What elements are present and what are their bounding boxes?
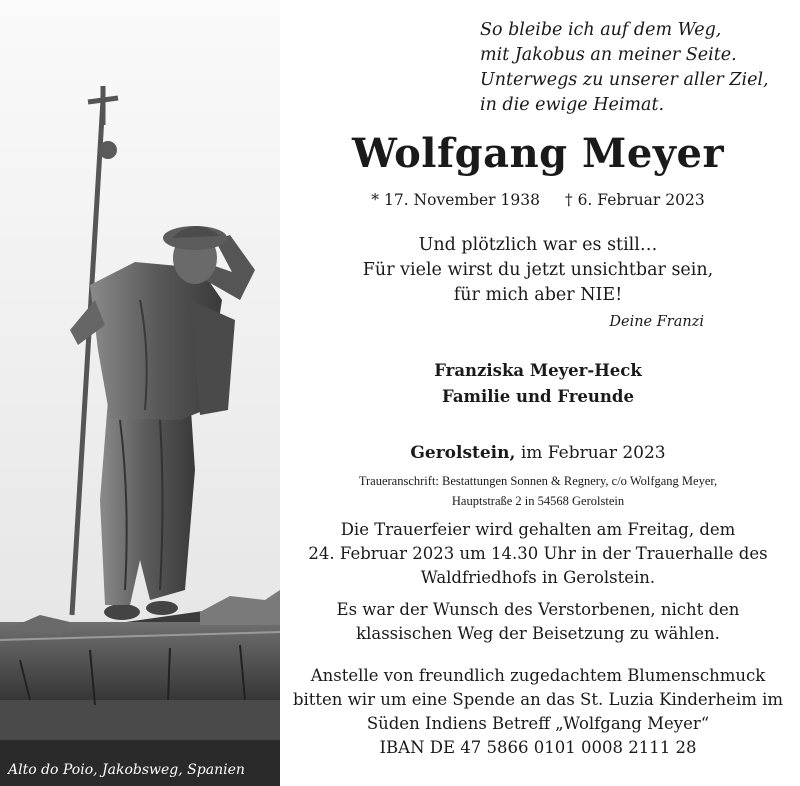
donation-line: Süden Indiens Betreff „Wolfgang Meyer“ — [366, 714, 710, 733]
deceased-name: Wolfgang Meyer — [351, 130, 725, 177]
obituary-text — [288, 0, 800, 786]
verse-line: Für viele wirst du jetzt unsichtbar sein, — [362, 260, 714, 280]
poem-line: mit Jakobus an meiner Seite. — [480, 45, 737, 65]
donation-iban: IBAN DE 47 5866 0101 0008 2111 28 — [379, 738, 697, 757]
mourner-name: Franziska Meyer-Heck — [434, 361, 642, 380]
verse-line: für mich aber NIE! — [453, 285, 623, 305]
ceremony-line: Waldfriedhofs in Gerolstein. — [420, 568, 656, 587]
address-line: Traueranschrift: Bestattungen Sonnen & Regnery, c/o Wolfgang Meyer, — [358, 474, 718, 488]
photo-caption: Alto do Poio, Jakobsweg, Spanien — [8, 762, 245, 778]
poem-line: So bleibe ich auf dem Weg, — [480, 20, 722, 40]
opening-poem — [480, 18, 790, 118]
place-city: Gerolstein, — [410, 443, 516, 463]
ceremony-line: 24. Februar 2023 um 14.30 Uhr in der Trauerhalle des — [308, 544, 768, 563]
donation-line: Anstelle von freundlich zugedachtem Blumenschmuck — [310, 666, 766, 685]
birth-date: * 17. November 1938 — [371, 191, 540, 209]
donation-request — [288, 664, 788, 760]
mourning-address — [288, 471, 788, 511]
poem-line: in die ewige Heimat. — [480, 95, 665, 115]
verse-signature: Deine Franzi — [609, 314, 704, 330]
ceremony-info — [288, 518, 788, 590]
farewell-verse — [288, 233, 788, 308]
donation-line: bitten wir um eine Spende an das St. Luzia Kinderheim im — [292, 690, 784, 709]
burial-wish — [288, 598, 788, 646]
wish-line: Es war der Wunsch des Verstorbenen, nicht den — [336, 600, 740, 619]
verse-line: Und plötzlich war es still… — [418, 235, 658, 255]
poem-line: Unterwegs zu unserer aller Ziel, — [480, 70, 769, 90]
mourner-family: Familie und Freunde — [442, 387, 634, 406]
life-dates — [288, 191, 788, 209]
pilgrim-statue-photo — [0, 0, 280, 786]
address-line: Hauptstraße 2 in 54568 Gerolstein — [451, 494, 625, 508]
death-date: † 6. Februar 2023 — [564, 191, 705, 209]
ceremony-line: Die Trauerfeier wird gehalten am Freitag, dem — [340, 520, 736, 539]
pilgrim-statue-image — [0, 0, 280, 786]
wish-line: klassischen Weg der Beisetzung zu wählen. — [356, 624, 720, 643]
place-date: im Februar 2023 — [515, 443, 666, 463]
mourners — [288, 358, 788, 410]
place-and-date — [288, 443, 788, 463]
